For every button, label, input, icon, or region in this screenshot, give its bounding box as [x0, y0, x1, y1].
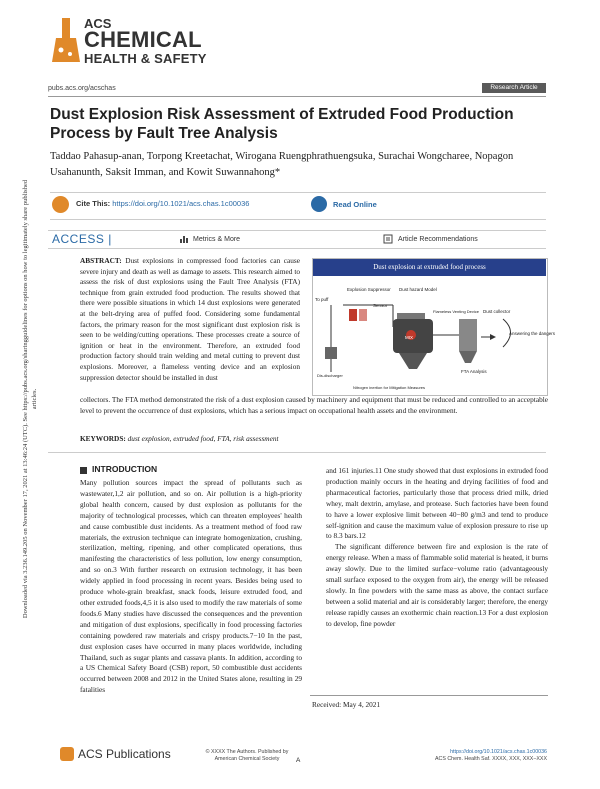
- toc-graphic-title: Dust explosion at extruded food process: [313, 259, 546, 276]
- read-online-link[interactable]: Read Online: [333, 200, 377, 209]
- toc-answering: Answering the dangers: [509, 331, 556, 336]
- intro-paragraph: The significant difference between fire and explosion is the rate of energy release. When a mass of flammable solid material is heated, it burns away slowly. Due to the limited surface−volume ratio (advantageously small surface exposed to the oxygen from air), the energy will be released slowly. In fine powders with the same mass as above, the contact surface between a solid material and air is considerably larger; therefore, the energy release rapidly causes an exothermic chain reaction.13 For a dust explosion to develop, fine powder: [326, 542, 548, 628]
- abstract-rule: [48, 452, 546, 453]
- intro-paragraph: Many pollution sources impact the spread of pollutants such as wastewater,1,2 air pollution, and so on. Air pollution is a high-priority global health concern, caused by dust explosion as pollutants for the majority of technological processes, which can threaten employees' health and cause combustible dust incidents. As a treatment method of food raw materials, the extrusion technique can integrate homogenization, crushing, sterilization, melting, ripening, and other complicated operations, thus manifesting the characteristics of less pollution, low energy consumption, and so on.3 With further research on extrusion technology, it has been widely applied in food processing in recent years. Besides being used to produce whole-grain breakfast, snack foods, leisure extruded food, and other extruded foods,4,5 it is also used to modify the raw materials of some foods.6 Many studies have discussed the consequences and the prevention and mitigation of dust explosions, specifically in food processing factories containing powdered raw materials and crispy products.7−10 In the past, dust explosion cases have occurred in many places worldwide, including Thailand, such as sugar plants and cassava plants. In addition, according to a US Chemical Safety Board (CSB) report, 50 combustible dust accidents occurred between 2008 and 2012 in the United States alone, resulting in 29 fatalities: [80, 478, 302, 695]
- cite-doi-link[interactable]: https://doi.org/10.1021/acs.chas.1c00036: [112, 199, 250, 208]
- toc-fta: FTA Analysis: [461, 369, 487, 374]
- abstract-text-1: Dust explosions in compressed food factories can cause severe injury and death as well as damage to assets. This research aimed to assess the risk of dust explosions using the Fault Tree Analysis (FTA) technique from grain extruded food production. The results showed that there were possible situations in which 14 dust explosions were generated at the belt-drying area of puffed food. Considering some fundamental factors, the primary reason for the most significant dust explosion risk is seen to be welding/cutting operations. These processes create a source of ignition or heat in the environment. Therefore, an extruded food production factory should train welding and metal cutting to prevent dust explosions. Moreover, a flameless venting device and an explosion suppression detector should be installed in dust: [80, 256, 301, 382]
- author-list: Taddao Pahasup-anan, Torpong Kreetachat, Wirogana Ruengphrathuengsuka, Surachai Wongcharee, Nopagon Usahanunth, Saksit Imman, and Kowit Suwannahong*: [50, 151, 514, 178]
- footer-citation: ACS Chem. Health Saf. XXXX, XXX, XXX−XXX: [434, 756, 547, 762]
- keywords: [80, 434, 548, 443]
- access-text: ACCESS: [52, 232, 105, 246]
- header-rule: [48, 96, 546, 97]
- abstract-narrow: [80, 256, 300, 383]
- article-title: Dust Explosion Risk Assessment of Extruded Food Production Process by Fault Tree Analysis: [50, 106, 514, 142]
- cite-label: Cite This:: [76, 199, 111, 208]
- intro-column-1: [80, 478, 302, 696]
- side-download-note: Downloaded via 3.236.149.205 on November 17, 2021 at 13:46:24 (UTC). See https://pubs.acs.org/sharingguidelines for options on how to legitimately share published articles.: [22, 179, 38, 619]
- toc-diagram: [313, 277, 556, 393]
- received-rule: [310, 695, 548, 696]
- acs-logo-icon: [52, 18, 80, 64]
- journal-url[interactable]: pubs.acs.org/acschas: [48, 85, 116, 92]
- cite-icon[interactable]: [52, 196, 69, 213]
- bar-chart-icon: [180, 235, 189, 243]
- acs-publications-label: ACS Publications: [78, 747, 171, 761]
- intro-paragraph: and 161 injuries.11 One study showed that dust explosions in extruded food production mainly occurs in the heating and drying facilities of food and pharmaceutical factories, particularly those that process dried milk, dried whey, malt dextrin, amylase, and protease. Such factories have been found to have a lower explosive limit between 40−80 g/m3 and tend to produce self-ignition and cause the maximum value of explosion pressure to rise up to 8.3 bars.12: [326, 466, 548, 541]
- section-bullet-icon: [80, 467, 87, 474]
- intro-column-2: [326, 466, 548, 630]
- copyright: © XXXX The Authors. Published by American Chemical Society: [205, 749, 289, 762]
- toc-discharger: Dis-discharger: [317, 373, 343, 378]
- acs-publications-logo-icon: [60, 747, 74, 761]
- toc-explosion-suppressor: Explosion Suppressor: [347, 287, 391, 292]
- article-recommendations-icon: [384, 235, 393, 243]
- toc-mix: MIX: [405, 335, 414, 340]
- logo-acs: ACS: [84, 16, 112, 31]
- toc-flameless: Flameless Venting Device: [433, 309, 480, 314]
- access-label: ACCESS |: [52, 232, 112, 246]
- article-type-badge: Research Article: [482, 83, 546, 93]
- toc-dust-collector: Dust collector: [483, 309, 511, 314]
- intro-heading: INTRODUCTION: [92, 464, 158, 474]
- footer-doi: [420, 749, 547, 763]
- article-recommendations-link[interactable]: Article Recommendations: [398, 236, 478, 243]
- keywords-list: dust explosion, extruded food, FTA, risk assessment: [127, 434, 279, 443]
- abstract-label: ABSTRACT:: [80, 256, 122, 265]
- abstract-wide: collectors. The FTA method demonstrated the risk of a dust explosion caused by machinery and equipment that must be reduced and controlled to an acceptable level to prevent the occurrence of dust explosions, which has a serious impact on occupational health assets and the environment.: [80, 395, 548, 415]
- keywords-label: KEYWORDS:: [80, 434, 126, 443]
- cite-line: [76, 199, 249, 208]
- metrics-link[interactable]: Metrics & More: [193, 236, 241, 243]
- read-online-icon[interactable]: [311, 196, 327, 212]
- logo-health-safety: HEALTH & SAFETY: [84, 51, 207, 66]
- toc-to-puff: To puff: [315, 297, 329, 302]
- toc-sensor: Sensor: [373, 303, 388, 308]
- logo-chemical: CHEMICAL: [84, 27, 202, 52]
- toc-dust-hazard-model: Dust hazard Model: [399, 287, 437, 292]
- page-number: A: [296, 757, 301, 764]
- received-date: Received: May 4, 2021: [312, 700, 381, 709]
- footer-doi-link[interactable]: https://doi.org/10.1021/acs.chas.1c00036: [450, 749, 547, 755]
- toc-caption: Nitrogen inertion for Mitigation Measures: [353, 385, 426, 390]
